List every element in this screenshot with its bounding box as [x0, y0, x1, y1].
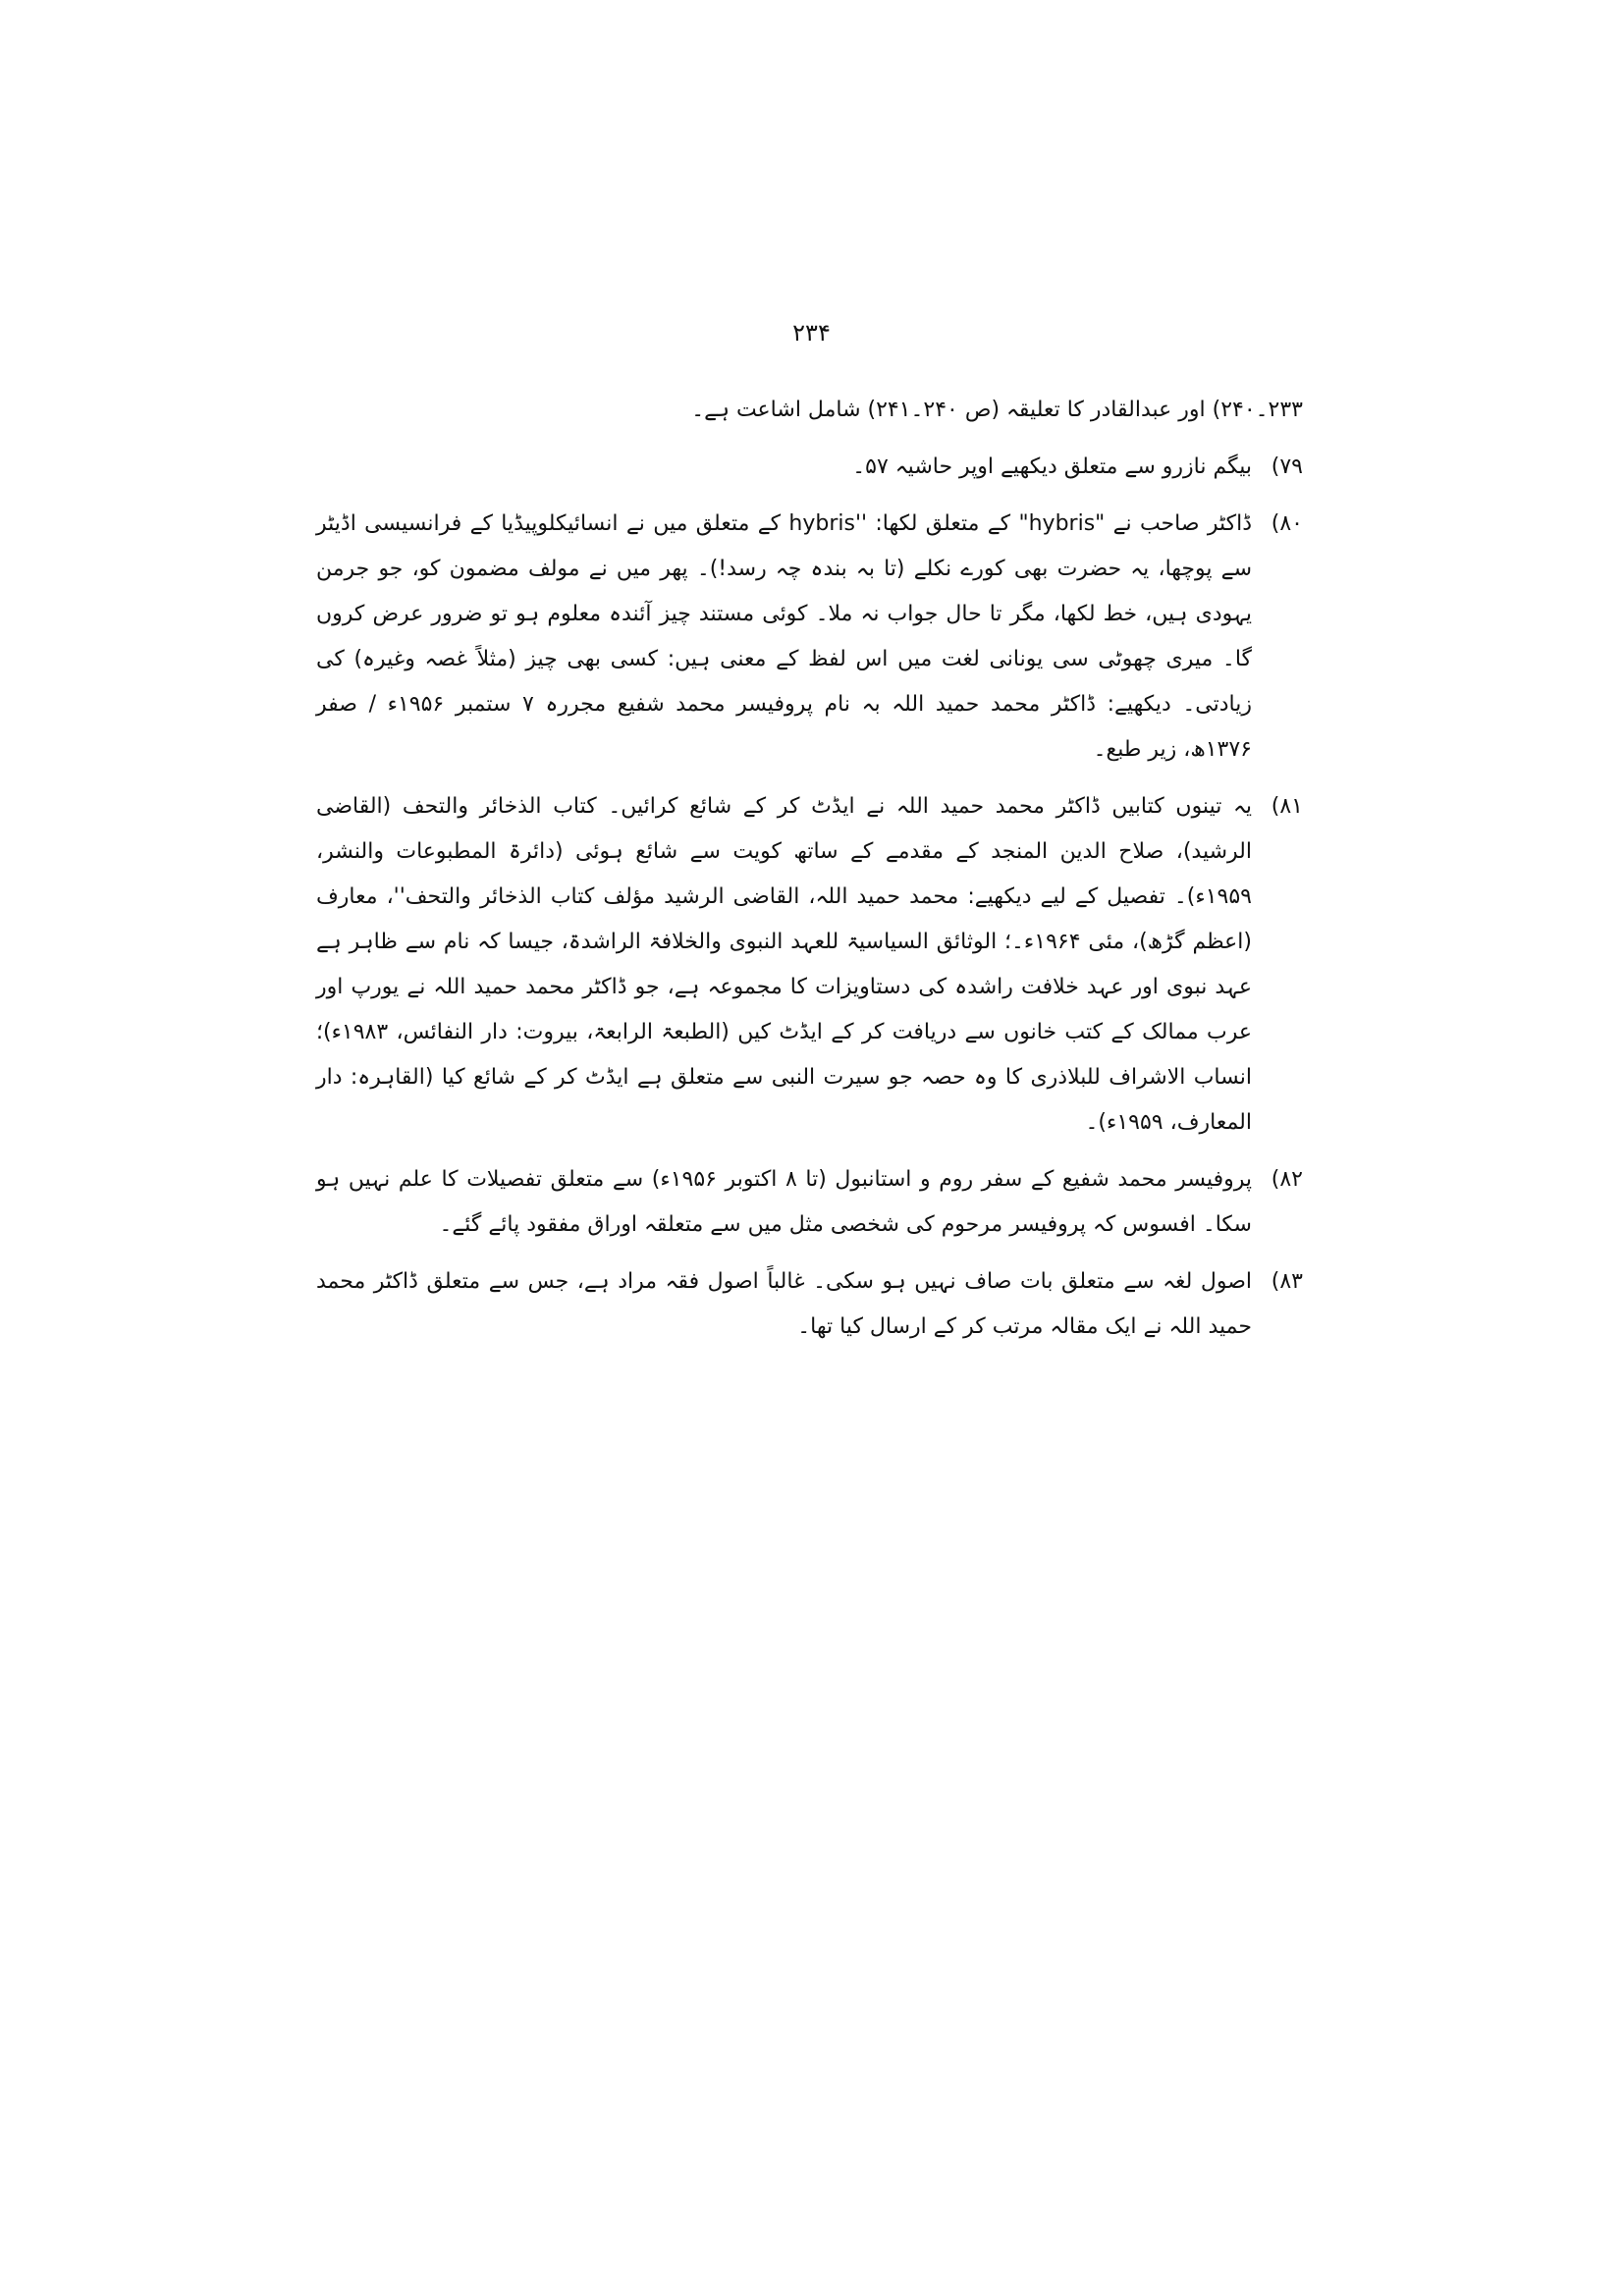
note-number: ۸۰): [1271, 511, 1303, 536]
note-number: ۸۱): [1271, 794, 1303, 819]
note-text: بیگم نازرو سے متعلق دیکھیے اوپر حاشیہ ۵۷۔: [852, 454, 1252, 479]
continued-note-text: ۲۳۳۔۲۴۰) اور عبدالقادر کا تعلیقہ (ص ۲۴۰۔۲۴۱) شامل اشاعت ہے۔: [691, 398, 1303, 422]
note-text: ڈاکٹر صاحب نے "hybris" کے متعلق لکھا: ''hybris کے متعلق میں نے انسائیکلوپیڈیا کے فرانسیسی اڈیٹر سے پوچھا، یہ حضرت بھی کورے نکلے (تا بہ بندہ چہ رسد!)۔ پھر میں نے مولف مضمون کو، جو جرمن یہودی ہیں، خط لکھا، مگر تا حال جواب نہ ملا۔ کوئی مستند چیز آئندہ معلوم ہو تو ضرور عرض کروں گا۔ میری چھوٹی سی یونانی لغت میں اس لفظ کے معنی ہیں: کسی بھی چیز (مثلاً غصہ وغیرہ) کی زیادتی۔ دیکھیے: ڈاکٹر محمد حمید اللہ بہ نام پروفیسر محمد شفیع مجررہ ۷ ستمبر ۱۹۵۶ء / صفر ۱۳۷۶ھ، زیر طبع۔: [316, 511, 1253, 762]
note-number: ۸۲): [1271, 1167, 1303, 1192]
note-82: [316, 1157, 1303, 1248]
footnotes-block: [316, 388, 1303, 1362]
page-number: ۲۳۴: [792, 319, 831, 347]
note-79: [316, 445, 1303, 490]
note-text: پروفیسر محمد شفیع کے سفر روم و استانبول (تا ۸ اکتوبر ۱۹۵۶ء) سے متعلق تفصیلات کا علم نہیں ہو سکا۔ افسوس کہ پروفیسر مرحوم کی شخصی مثل میں سے متعلقہ اوراق مفقود پائے گئے۔: [316, 1167, 1253, 1237]
note-number: ۸۳): [1271, 1269, 1303, 1294]
note-83: [316, 1259, 1303, 1350]
note-80: [316, 502, 1303, 773]
note-text: اصول لغہ سے متعلق بات صاف نہیں ہو سکی۔ غالباً اصول فقہ مراد ہے، جس سے متعلق ڈاکٹر محمد حمید اللہ نے ایک مقالہ مرتب کر کے ارسال کیا تھا۔: [316, 1269, 1252, 1339]
note-number: ۷۹): [1271, 454, 1303, 479]
note-text: یہ تینوں کتابیں ڈاکٹر محمد حمید اللہ نے ایڈٹ کر کے شائع کرائیں۔ کتاب الذخائر والتحف (القاضی الرشید)، صلاح الدین المنجد کے مقدمے کے ساتھ کویت سے شائع ہوئی (دائرۃ المطبوعات والنشر، ۱۹۵۹ء)۔ تفصیل کے لیے دیکھیے: محمد حمید اللہ، القاضی الرشید مؤلف کتاب الذخائر والتحف''، معارف (اعظم گڑھ)، مئی ۱۹۶۴ء۔؛ الوثائق السیاسیۃ للعہد النبوی والخلافۃ الراشدۃ، جیسا کہ نام سے ظاہر ہے عہد نبوی اور عہد خلافت راشدہ کی دستاویزات کا مجموعہ ہے، جو ڈاکٹر محمد حمید اللہ نے یورپ اور عرب ممالک کے کتب خانوں سے دریافت کر کے ایڈٹ کیں (الطبعۃ الرابعۃ، بیروت: دار النفائس، ۱۹۸۳ء)؛ انساب الاشراف للبلاذری کا وہ حصہ جو سیرت النبی سے متعلق ہے ایڈٹ کر کے شائع کیا (القاہرہ: دار المعارف، ۱۹۵۹ء)۔: [316, 794, 1252, 1135]
note-81: [316, 784, 1303, 1146]
